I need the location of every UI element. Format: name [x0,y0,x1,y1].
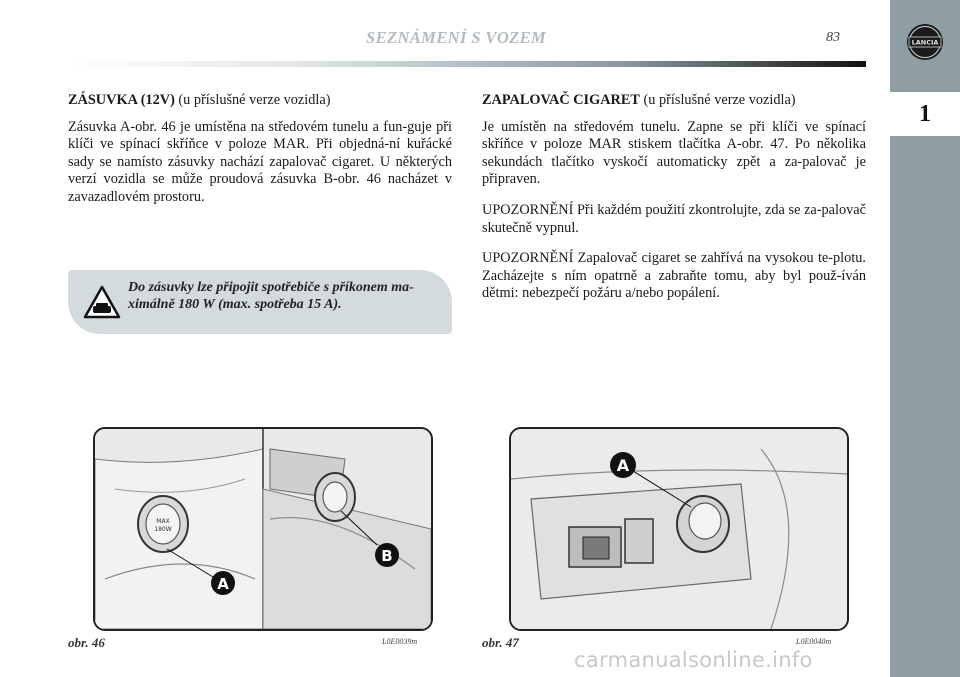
figure-47-illustration [511,429,847,629]
socket-max-text: MAX [156,518,170,525]
lighter-heading [482,92,866,110]
lighter-paragraph-2: UPOZORNĚNÍ Při každém použití zkontrolujte, zda se za-palovač skutečně vypnul. [482,201,866,236]
header-rule [68,61,866,67]
warning-text: Do zásuvky lze připojit spotřebiče s příkonem ma-ximálně 180 W (max. spotřeba 15 A). [128,280,414,312]
logo-text: LANCIA [911,38,939,47]
socket-paragraph: Zásuvka A-obr. 46 je umístěna na středovém tunelu a fun-guje při klíči ve spínací skříňce v poloze MAR. Při objedná-ní kuřácké sady se namísto zásuvky nachází zapalovač cigaret. U některých verzí vozidla se může proudová zásuvka B-obr. 46 nacházet v zavazadlovém prostoru. [68,118,452,205]
chapter-tab: 1 [890,92,960,136]
socket-heading-bold: ZÁSUVKA (12V) [68,92,175,108]
figure-47 [509,427,849,631]
lancia-logo-icon [905,22,945,62]
warning-triangle-icon [82,284,122,320]
warning-box [68,270,452,334]
page-number: 83 [826,30,840,45]
socket-heading [68,92,452,110]
left-column [68,92,452,220]
figure-46-illustration [95,429,431,629]
figure-47-code: L0E0040m [796,637,832,646]
lighter-paragraph-3: UPOZORNĚNÍ Zapalovač cigaret se zahřívá na vysokou te-plotu. Zacházejte s ním opatrně a zabraňte tomu, aby byl použ-íván dětmi: nebezpečí požáru a/nebo popálení. [482,250,866,302]
figure-46 [93,427,433,631]
lighter-heading-bold: ZAPALOVAČ CIGARET [482,92,640,108]
right-column [482,92,866,316]
socket-heading-rest: (u příslušné verze vozidla) [174,92,331,108]
label-a-fig47: A [616,456,630,475]
lighter-paragraph-1: Je umístěn na středovém tunelu. Zapne se při klíči ve spínací skříňce v poloze MAR stiskem tlačítka A-obr. 47. Po několika sekundách tlačítko vyskočí automaticky zpět a za-palovač je připraven. [482,118,866,188]
socket-watt-text: 180W [154,526,172,533]
page-header-title: SEZNÁMENÍ S VOZEM [366,28,547,47]
label-a: A [217,575,229,593]
figure-47-caption: obr. 47 [482,635,519,650]
lighter-heading-rest: (u příslušné verze vozidla) [639,92,796,108]
label-b: B [381,547,393,565]
figure-46-code: L0E0039m [382,637,418,646]
watermark: carmanualsonline.info [574,648,813,672]
figure-46-caption: obr. 46 [68,635,105,650]
